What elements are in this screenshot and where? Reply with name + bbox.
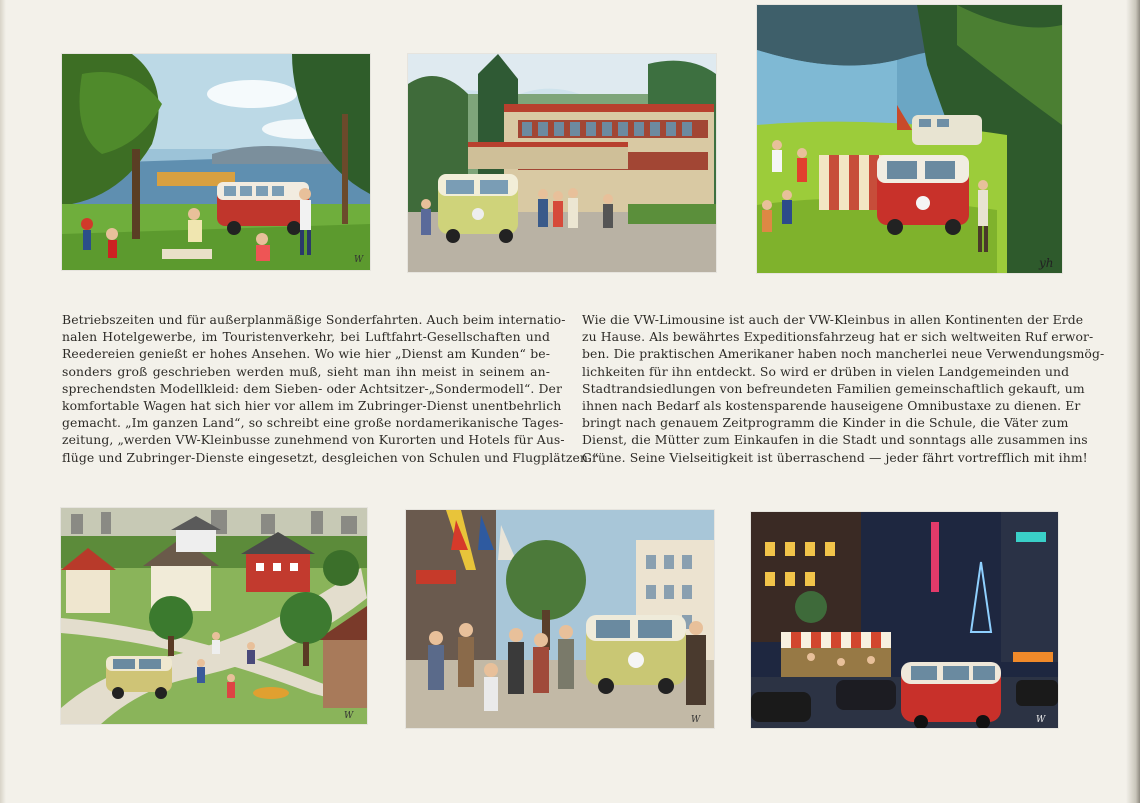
suburb-signature: W [344,711,354,721]
illustration-picnic-by-lake [62,54,370,270]
night-signature: W [1036,715,1046,725]
lake-signature: yh [1039,256,1054,270]
illustration-hotel-bus [408,54,716,272]
left-text-line: sonders groß geschrieben werden muß, sieht man ihn meist in seinem an- [62,363,550,379]
left-text-line: komfortable Wagen hat sich hier vor allem im Zubringer-Dienst unentbehrlich [62,398,562,414]
page-left-edge [0,0,6,803]
right-text-line: ben. Die praktischen Amerikaner haben noch mancherlei neue Verwendungsmög- [582,346,1105,362]
page-binding-edge [1126,0,1140,803]
right-text-line: lichkeiten für ihn entdeckt. So wird er drüben in vielen Landgemeinden und [582,363,1070,379]
right-text-line: bringt nach genauem Zeitprogramm die Kinder in die Schule, die Väter zum [582,415,1069,431]
right-text-line: ihnen nach Bedarf als kostensparende hauseigene Omnibustaxe zu dienen. Er [582,398,1081,414]
illustration-lakeside-camping [757,5,1062,273]
left-text-column [62,311,599,466]
right-text-line: Wie die VW-Limousine ist auch der VW-Kleinbus in allen Kontinenten der Erde [582,312,1084,327]
right-text-line: Stadtrandsiedlungen von befreundeten Familien gemeinschaftlich gekauft, um [582,380,1085,396]
illustration-suburb-settlement [61,508,367,724]
street-signature: W [691,715,701,725]
illustration-city-street-crowd [406,510,714,728]
left-text-line: gemacht. „Im ganzen Land“, so schreibt eine große nordamerikanische Tages- [62,415,564,431]
left-text-line: nalen Hotelgewerbe, im Touristenverkehr, bei Luftfahrt-Gesellschaften und [62,329,550,345]
right-text-line: Grüne. Seine Vielseitigkeit ist überraschend — jeder fährt vortrefflich mit ihm! [582,449,1088,465]
right-text-line: Dienst, die Mütter zum Einkaufen in die Stadt und sonntags alle zusammen ins [582,432,1088,448]
right-text-line: zu Hause. Als bewährtes Expeditionsfahrzeug hat er sich weltweiten Ruf erwor- [582,329,1094,345]
left-text-line: zeitung, „werden VW-Kleinbusse zunehmend von Kurorten und Hotels für Aus- [62,432,565,448]
picnic-signature: W [354,255,364,265]
illustration-night-city [751,512,1058,728]
left-text-line: Betriebszeiten und für außerplanmäßige Sonderfahrten. Auch beim internatio- [62,312,566,327]
left-text-line: sprechendsten Modellkleid: dem Sieben- oder Achtsitzer-„Sondermodell“. Der [62,380,562,396]
left-text-line: flüge und Zubringer-Dienste eingesetzt, desgleichen von Schulen und Flugplätzen.“ [62,449,599,465]
left-text-line: Reedereien genießt er hohes Ansehen. Wo wie hier „Dienst am Kunden“ be- [62,346,550,362]
right-text-column [582,311,1105,466]
